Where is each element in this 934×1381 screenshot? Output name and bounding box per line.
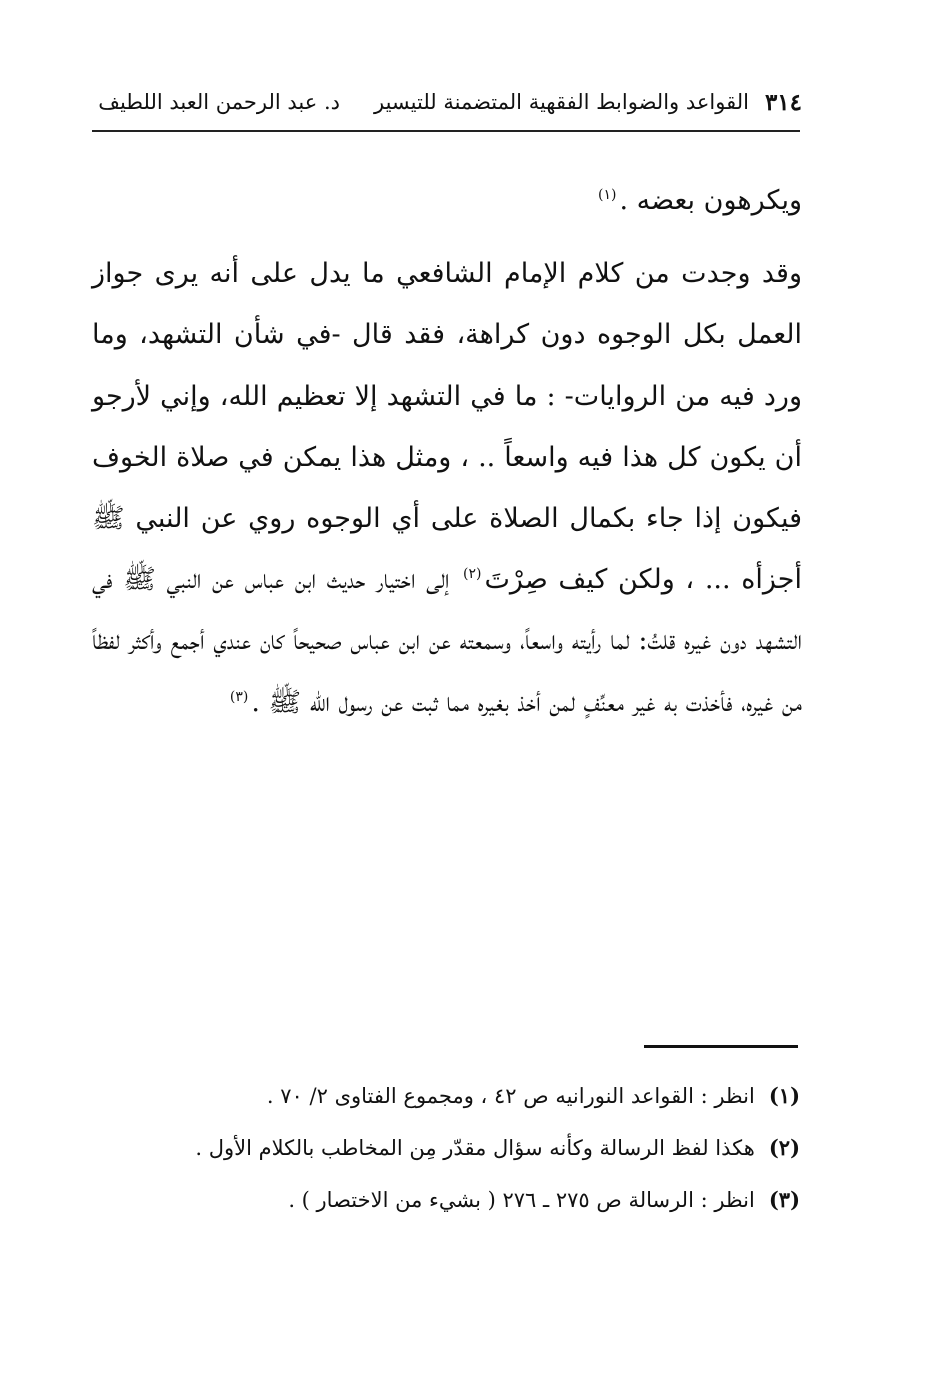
footnote-text: هكذا لفظ الرسالة وكأنه سؤال مقدّر مِن المخاطب بالكلام الأول .: [195, 1136, 755, 1160]
footnote-mark: (٣): [768, 1187, 800, 1212]
footnote-mark: (١): [768, 1083, 800, 1108]
book-title: القواعد والضوابط الفقهية المتضمنة للتيسير: [374, 90, 749, 114]
footnote-mark: (٢): [768, 1135, 800, 1160]
opening-text: ويكرهون بعضه .: [619, 185, 802, 216]
header-rule: [92, 130, 800, 132]
footnote-text: انظر : القواعد النورانيه ص ٤٢ ، ومجموع الفتاوى ٢/ ٧٠ .: [266, 1084, 755, 1108]
footnote-text: انظر : الرسالة ص ٢٧٥ ـ ٢٧٦ ( بشيء من الاختصار ) .: [288, 1188, 755, 1212]
paragraph-part-2: إلى اختيار حديث ابن عباس عن النبي ﷺ في التشهد دون غيره قلتُ: لما رأيته واسعاً، وسمعته عن ابن عباس صحيحاً كان عندي أجمع وأكثر لفظاً من غيره، فأخذت به غير معنِّفٍ لمن أخذ بغيره مما ثبت عن رسول الله ﷺ .: [92, 564, 802, 718]
footnote-ref-3: (٣): [229, 688, 249, 705]
opening-line: [92, 170, 802, 231]
footnote-3: [100, 1174, 800, 1226]
author-name: د. عبد الرحمن العبد اللطيف: [98, 90, 340, 114]
footnote-ref-1: (١): [597, 187, 617, 203]
footnotes: [100, 1070, 800, 1226]
main-text: [92, 170, 802, 733]
footnote-2: [100, 1122, 800, 1174]
running-header: [92, 84, 802, 120]
footnote-ref-2: (٢): [463, 566, 482, 583]
footnote-1: [100, 1070, 800, 1122]
page-number: ٣١٤: [764, 88, 802, 116]
main-paragraph: [92, 243, 802, 733]
footnote-separator: [644, 1045, 798, 1048]
paragraph-part-1: وقد وجدت من كلام الإمام الشافعي ما يدل على أنه يرى جواز العمل بكل الوجوه دون كراهة، فقد قال -في شأن التشهد، وما ورد فيه من الروايات- : ما في التشهد إلا تعظيم الله، وإني لأرجو أن يكون كل هذا فيه واسعاً .. ، ومثل هذا يمكن في صلاة الخوف فيكون إذا جاء بكمال الصلاة على أي الوجوه روي عن النبي ﷺ أجزأه ... ، ولكن كيف صِرْتَ: [92, 258, 802, 596]
